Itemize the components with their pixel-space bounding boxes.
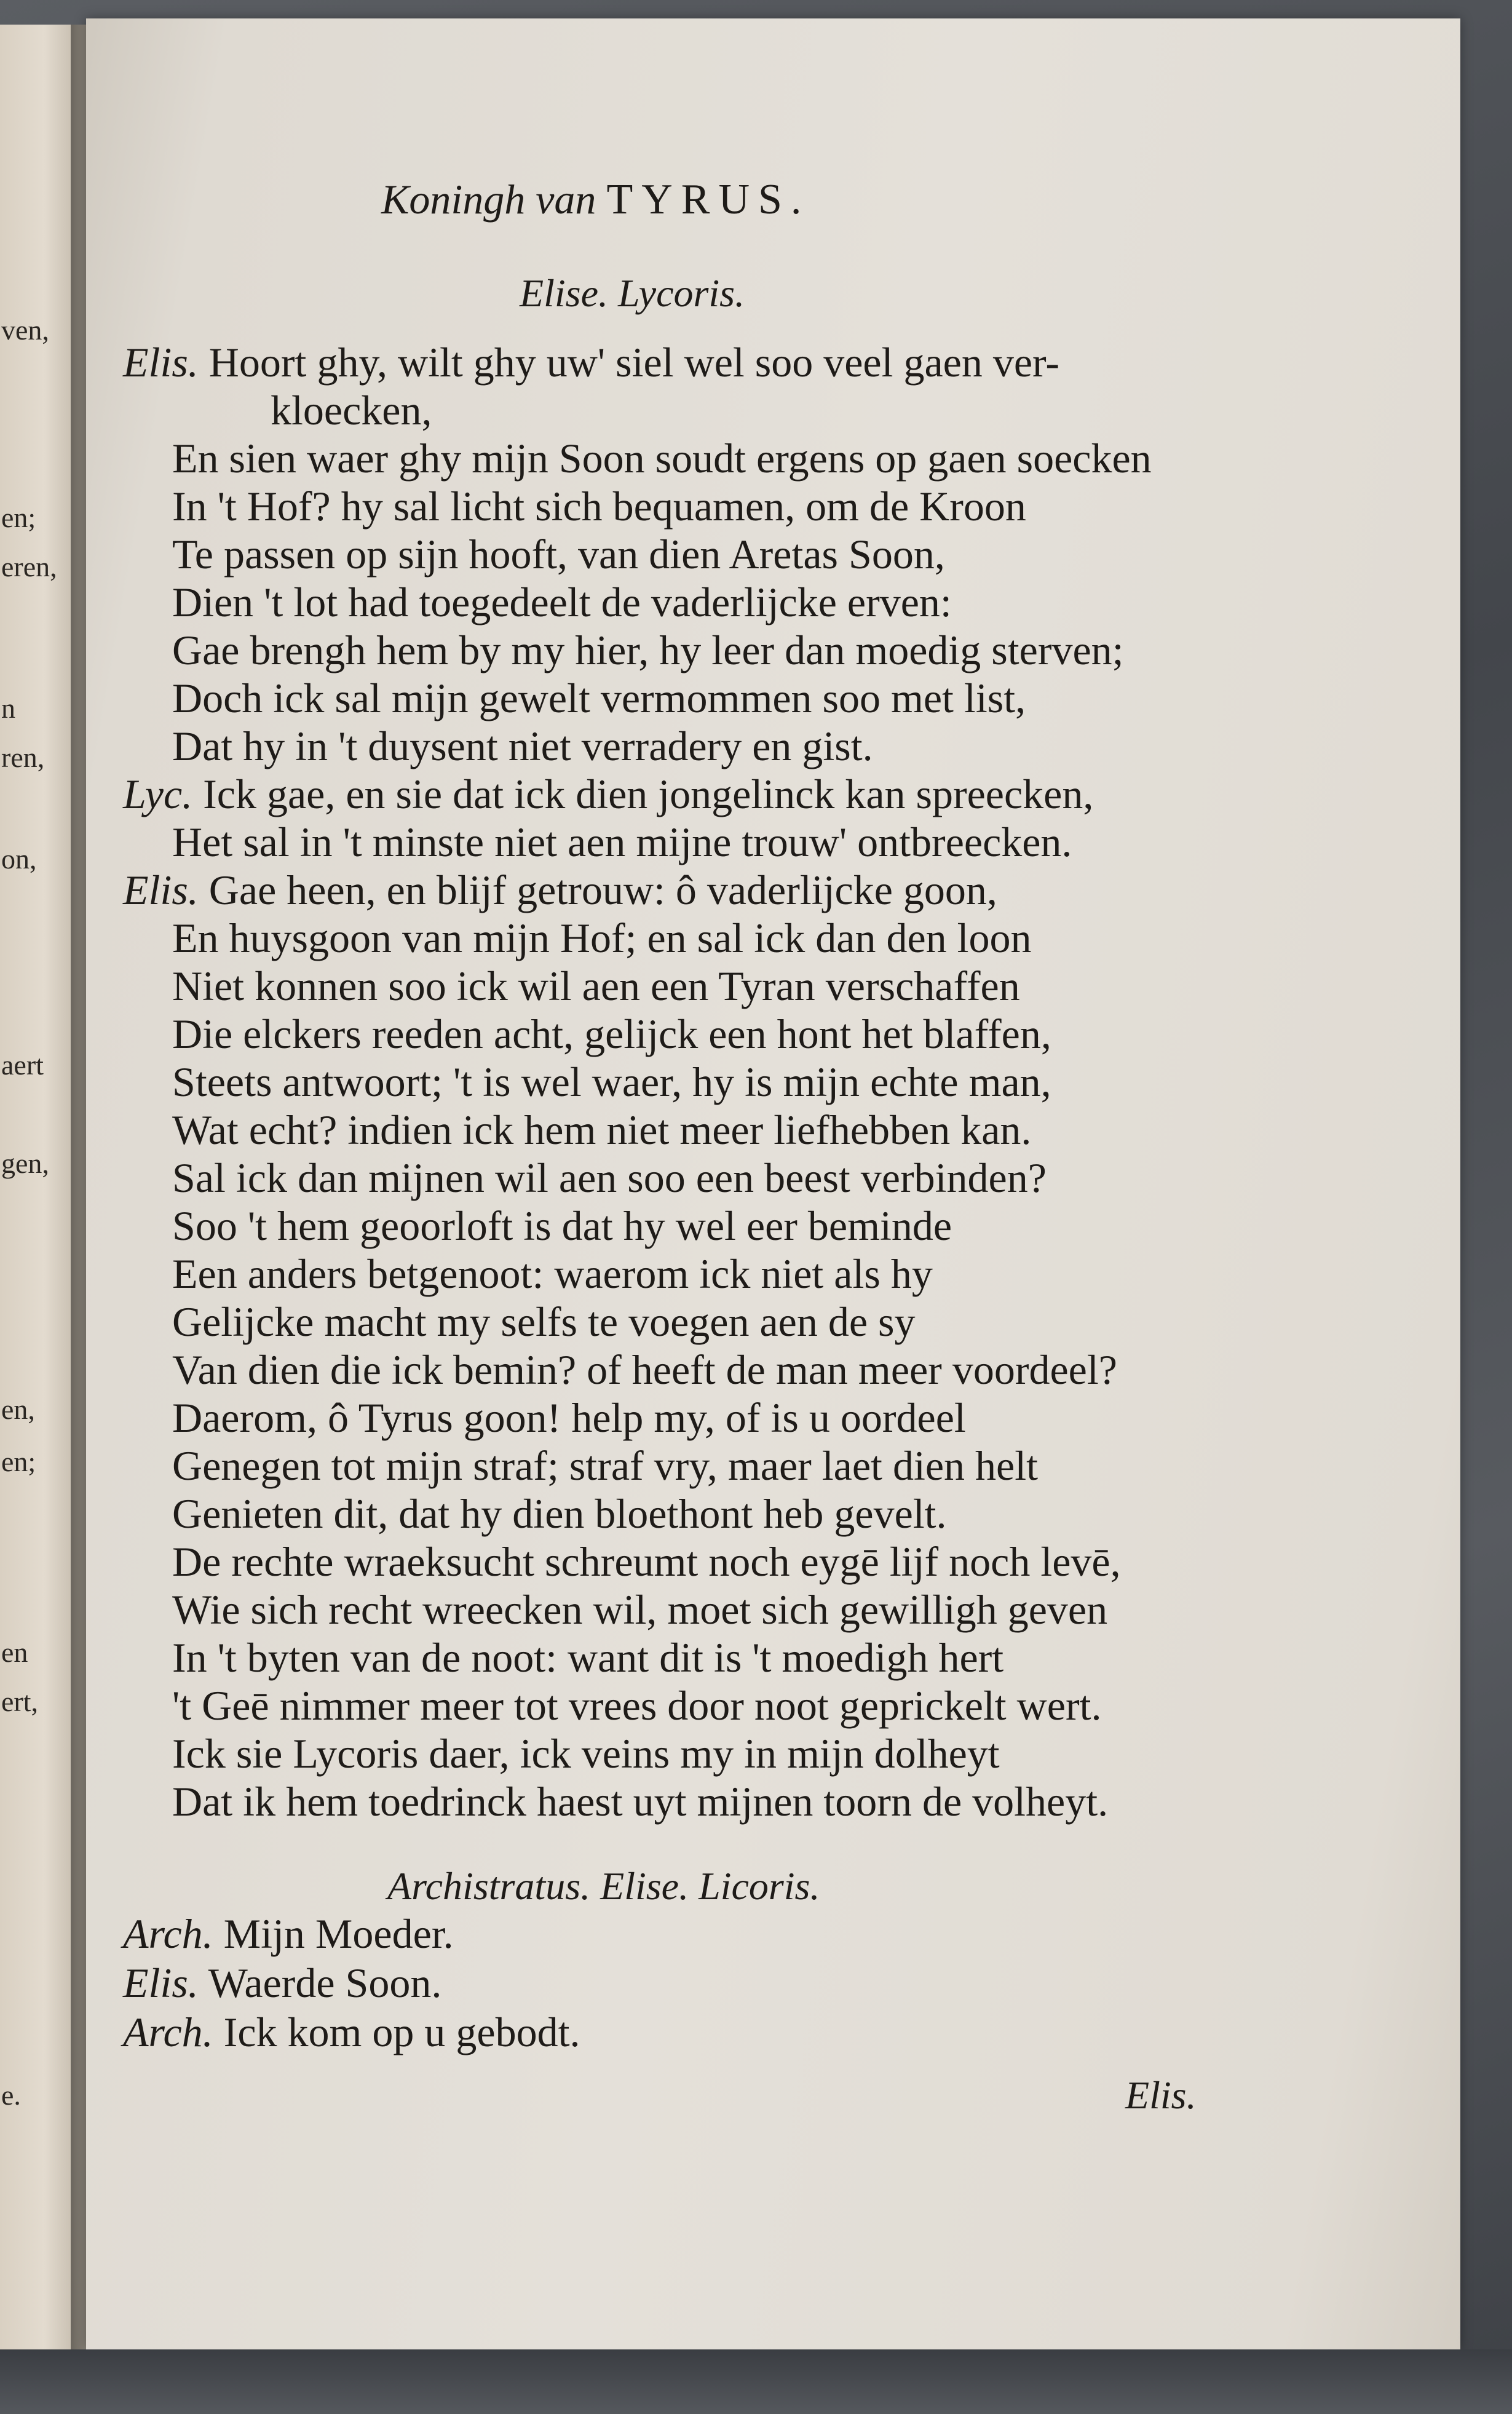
left-page-fragment: e. (1, 2079, 21, 2111)
verse-line (172, 917, 1032, 959)
left-page-fragment: ren, (1, 742, 45, 773)
verse-line (172, 1538, 1121, 1585)
book-page (86, 18, 1460, 2349)
verse-text: Genegen tot mijn straf; straf vry, maer laet dien helt (172, 1442, 1038, 1489)
speaker-label: Lyc. (123, 771, 193, 817)
left-page-fragment: aert (1, 1049, 44, 1081)
verse-text: Wie sich recht wreecken wil, moet sich gewilligh geven (172, 1586, 1108, 1633)
speaker-label: Elis. (123, 1959, 199, 2006)
verse-line (172, 1250, 933, 1297)
verse-text: Ick kom op u gebodt. (223, 2009, 580, 2055)
verse-text: Mijn Moeder. (223, 1910, 454, 1957)
verse-text: De rechte wraeksucht schreumt noch eygē lijf noch levē, (172, 1538, 1121, 1585)
verse-line (172, 629, 1124, 671)
catchword: Elis. (1125, 2073, 1197, 2117)
verse-text: 't Geē nimmer meer tot vrees door noot geprickelt wert. (172, 1682, 1102, 1729)
left-page-fragment: en; (1, 502, 36, 533)
verse-text: Die elckers reeden acht, gelijck een hont het blaffen, (172, 1010, 1051, 1057)
left-page-fragment: en (1, 1637, 28, 1668)
verse-line (172, 531, 945, 578)
verse-line (172, 677, 1026, 719)
verse-line (172, 1634, 1004, 1681)
verse-line (172, 1346, 1117, 1393)
verse-text: En huysgoon van mijn Hof; en sal ick dan den loon (172, 915, 1032, 961)
verse-line (172, 1106, 1032, 1153)
verse-text: Dat hy in 't duysent niet verradery en gist. (172, 723, 873, 769)
verse-text: Ick sie Lycoris daer, ick veins my in mijn dolheyt (172, 1730, 1000, 1777)
verse-line (172, 965, 1020, 1007)
previous-page-edge (0, 25, 76, 2349)
left-page-fragment: gen, (1, 1148, 49, 1179)
verse-line (172, 1730, 1000, 1777)
verse-line (123, 339, 1059, 386)
speaker-label: Arch. (123, 1910, 213, 1957)
verse-text: Een anders betgenoot: waerom ick niet als hy (172, 1250, 933, 1297)
left-page-fragment: ven, (1, 314, 49, 346)
verse-text: Het sal in 't minste niet aen mijne trouw' ontbreecken. (172, 819, 1072, 865)
verse-text: Van dien die ick bemin? of heeft de man meer voordeel? (172, 1346, 1117, 1393)
verse-line (172, 725, 873, 767)
verse-text: Sal ick dan mijnen wil aen soo een beest verbinden? (172, 1154, 1047, 1201)
verse-text: Gae heen, en blijf getrouw: ô vaderlijcke goon, (208, 867, 997, 913)
verse-text: Te passen op sijn hooft, van dien Aretas Soon, (172, 531, 945, 578)
bottom-edge (0, 2349, 1512, 2414)
verse-text: Soo 't hem geoorloft is dat hy wel eer beminde (172, 1202, 952, 1249)
verse-text: Steets antwoort; 't is wel waer, hy is mijn echte man, (172, 1058, 1051, 1105)
verse-line (172, 483, 1026, 530)
verse-line (172, 1154, 1047, 1201)
left-page-fragment: n (1, 693, 15, 724)
verse-text: Daerom, ô Tyrus goon! help my, of is u oordeel (172, 1394, 966, 1441)
running-head-prefix: Koningh van (381, 176, 596, 223)
verse-line (172, 1010, 1051, 1057)
running-head (381, 175, 810, 224)
verse-text: kloecken, (271, 387, 432, 434)
verse-line (172, 581, 952, 623)
left-page-fragment: on, (1, 843, 37, 875)
verse-line (172, 1490, 947, 1537)
speaker-label: Arch. (123, 2009, 213, 2055)
left-page-fragment: ert, (1, 1686, 39, 1717)
verse-text: Niet konnen soo ick wil aen een Tyran verschaffen (172, 963, 1020, 1009)
verse-line (172, 1778, 1109, 1825)
verse-line (172, 1058, 1051, 1105)
speaker-label: Elis. (123, 339, 199, 386)
verse-text: Gelijcke macht my selfs te voegen aen de sy (172, 1298, 916, 1345)
verse-text: En sien waer ghy mijn Soon soudt ergens op gaen soecken (172, 435, 1152, 482)
speaker-label: Elis. (123, 867, 199, 913)
verse-text: Wat echt? indien ick hem niet meer liefhebben kan. (172, 1106, 1032, 1153)
verse-text: Hoort ghy, wilt ghy uw' siel wel soo veel gaen ver- (208, 339, 1059, 386)
verse-text: Ick gae, en sie dat ick dien jongelinck kan spreecken, (203, 771, 1094, 817)
verse-line (172, 821, 1072, 863)
verse-text: Doch ick sal mijn gewelt vermommen soo met list, (172, 675, 1026, 721)
verse-text: Dat ik hem toedrinck haest uyt mijnen toorn de volheyt. (172, 1778, 1109, 1825)
verse-text: Dien 't lot had toegedeelt de vaderlijcke erven: (172, 579, 952, 625)
left-page-fragment: en; (1, 1446, 36, 1477)
scene-heading: Archistratus. Elise. Licoris. (387, 1864, 820, 1908)
verse-text: In 't Hof? hy sal licht sich bequamen, om de Kroon (172, 483, 1026, 530)
scene-heading: Elise. Lycoris. (520, 271, 745, 315)
verse-line (172, 1442, 1038, 1489)
verse-line (172, 1298, 916, 1345)
left-page-fragment: eren, (1, 551, 57, 582)
verse-text: In 't byten van de noot: want dit is 't moedigh hert (172, 1634, 1004, 1681)
verse-line (123, 2011, 580, 2053)
verse-line (172, 1682, 1102, 1729)
verse-line (123, 869, 997, 911)
verse-text: Waerde Soon. (208, 1959, 442, 2006)
verse-line (123, 773, 1093, 815)
running-head-title: TYRUS. (606, 176, 810, 223)
verse-line (172, 1394, 966, 1441)
verse-line (172, 1586, 1108, 1633)
verse-text: Gae brengh hem by my hier, hy leer dan moedig sterven; (172, 627, 1124, 673)
left-page-fragment: en, (1, 1394, 35, 1425)
verse-line (172, 1202, 952, 1249)
verse-line (172, 435, 1152, 482)
verse-line (123, 1910, 454, 1957)
verse-line (271, 387, 432, 434)
verse-text: Genieten dit, dat hy dien bloethont heb gevelt. (172, 1490, 947, 1537)
verse-line (123, 1959, 442, 2006)
